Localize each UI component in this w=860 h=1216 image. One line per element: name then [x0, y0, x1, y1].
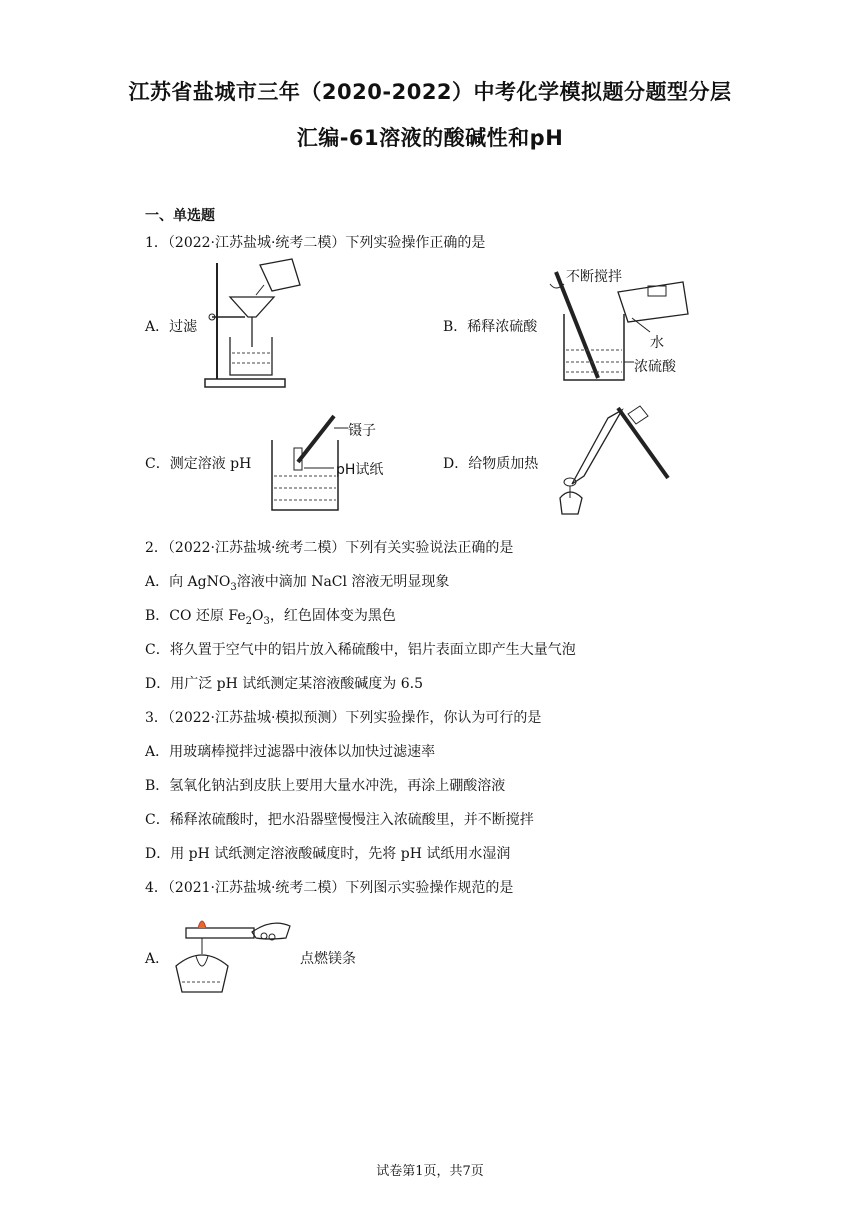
q2-option-a: A．向 AgNO$_3$溶液中滴加 NaCl 溶液无明显现象 — [145, 574, 450, 593]
question-4-stem: 4．（2021·江苏盐城·统考二模）下列图示实验操作规范的是 — [145, 880, 514, 896]
acid-label: 浓硫酸 — [634, 359, 676, 375]
question-2-stem: 2．（2022·江苏盐城·统考二模）下列有关实验说法正确的是 — [145, 540, 514, 556]
q3-option-a: A．用玻璃棒搅拌过滤器中液体以加快过滤速率 — [145, 744, 436, 760]
question-1-stem: 1．（2022·江苏盐城·统考二模）下列实验操作正确的是 — [145, 235, 486, 251]
filtration-figure — [200, 255, 310, 390]
section-heading: 一、单选题 — [145, 208, 215, 224]
question-3-stem: 3．（2022·江苏盐城·模拟预测）下列实验操作，你认为可行的是 — [145, 710, 542, 726]
ph-paper-label: pH试纸 — [336, 462, 384, 478]
q4-option-a-caption: 点燃镁条 — [300, 951, 356, 967]
q1-option-d: D．给物质加热 — [443, 456, 539, 472]
q3-option-b: B．氢氧化钠沾到皮肤上要用大量水冲洗，再涂上硼酸溶液 — [145, 778, 506, 794]
tweezers-label: 镊子 — [348, 423, 376, 439]
document-title-line-2: 汇编-61溶液的酸碱性和pH — [296, 126, 564, 150]
page-footer: 试卷第1页，共7页 — [376, 1164, 484, 1179]
q3-option-d: D．用 pH 试纸测定溶液酸碱度时，先将 pH 试纸用水湿润 — [145, 846, 511, 862]
water-label: 水 — [650, 335, 664, 351]
q3-option-c: C．稀释浓硫酸时，把水沿器壁慢慢注入浓硫酸里，并不断搅拌 — [145, 812, 534, 828]
q2-option-d: D．用广泛 pH 试纸测定某溶液酸碱度为 6.5 — [145, 676, 424, 692]
q1-option-b: B．稀释浓硫酸 — [443, 319, 538, 335]
q2-option-b: B．CO 还原 $Fe_2O_3$，红色固体变为黑色 — [145, 608, 396, 627]
stir-label: 不断搅拌 — [566, 269, 622, 285]
ignite-magnesium-figure — [168, 906, 298, 998]
q1-option-c: C．测定溶液 pH — [145, 456, 252, 472]
document-title-line-1: 江苏省盐城市三年（2020-2022）中考化学模拟题分题型分层 — [128, 80, 732, 104]
q4-option-a-label: A． — [145, 951, 170, 967]
q1-option-a: A．过滤 — [145, 319, 198, 335]
q2-option-c: C．将久置于空气中的铝片放入稀硫酸中，铝片表面立即产生大量气泡 — [145, 642, 576, 658]
heating-figure — [548, 398, 678, 520]
